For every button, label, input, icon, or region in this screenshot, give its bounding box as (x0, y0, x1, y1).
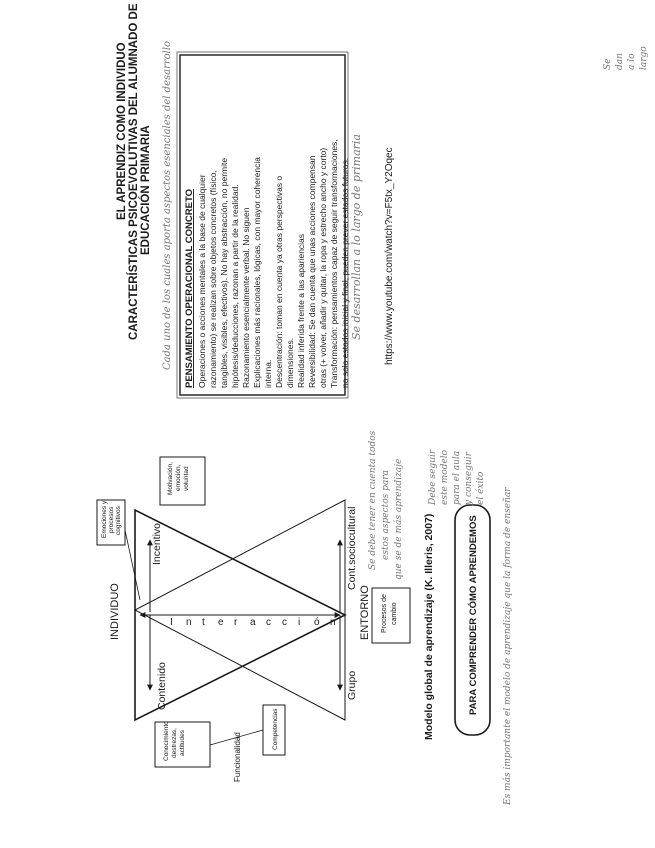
contenido-label: Contenido (156, 662, 168, 710)
banner-title: PARA COMPRENDER CÓMO APRENDEMOS (468, 515, 479, 715)
box-line: Razonamiento esencialmente verbal. No siguen (241, 207, 251, 388)
interaccion-letter: n (330, 617, 336, 628)
box-line: Explicaciones más racionales, lógicas, con mayor coherencia (252, 156, 262, 388)
interaccion-letter: ó (314, 617, 320, 628)
motivation-line-2: emoción, (175, 464, 182, 491)
learning-model-diagram (97, 457, 410, 782)
interaccion-letter: e (218, 617, 224, 628)
box-line: dimensiones. (285, 337, 295, 388)
interaccion-letter: c (282, 617, 287, 628)
box-text-lines (197, 139, 350, 388)
interaccion-letter: r (234, 617, 238, 628)
competencias-label: Competencias (272, 708, 279, 750)
box-line: razonamiento) se realizan sobre objetos concretos (físico, (208, 170, 218, 388)
diagram-note-1: Se debe tener en cuenta todos (368, 430, 378, 570)
entorno-label: ENTORNO (359, 585, 371, 640)
caption-note-1: Debe seguir (428, 449, 438, 505)
handwritten-side-notes (603, 46, 649, 70)
knowledge-line-1: Conocimiento (163, 721, 170, 761)
processes-line-2: cambio (391, 602, 398, 625)
diagram-note-2: estos aspectos para (381, 470, 391, 560)
box-line: Reversibilidad: Se dan cuenta que unas acciones compensan (307, 155, 317, 388)
box-line: Descentración: toman en cuenta ya otras perspectivas o (274, 175, 284, 388)
diagram-caption: Modelo global de aprendizaje (K. Illeris, 2007) (423, 513, 435, 740)
interaccion-letter: n (186, 617, 192, 628)
handwritten-banner-note (502, 487, 513, 806)
caption-note-4: y conseguir (464, 452, 474, 505)
caption-note-2: este modelo (440, 449, 450, 505)
handwritten-caption-note (428, 449, 486, 506)
motivation-line-3: voluntad (183, 466, 190, 491)
emotion-line-3: cognitivos (115, 506, 122, 535)
box-line: no solo estados inicial y final, pueden prever estados futuros. (340, 157, 350, 388)
box-line: otras (+ volver, añadir y quitar, la ropa y estrecho ancho y corto) (318, 147, 328, 388)
caption-note-3: para el aula (452, 450, 462, 505)
box-line: interna. (263, 359, 273, 388)
interaccion-letter: a (250, 617, 256, 628)
section-title-1: EL APRENDIZ COMO INDIVIDUO (116, 42, 128, 220)
box-line: Realidad inferida frente a las apariencias (296, 233, 306, 388)
interaccion-letter: i (298, 617, 301, 628)
banner-note: Es más importante el modelo de aprendizaje que la forma de enseñar (503, 487, 513, 805)
box-line: tangibles, visibles, efectivos). No hay abstracción, no permite (219, 157, 229, 388)
box-heading: PENSAMIENTO OPERACIONAL CONCRETO (184, 189, 195, 388)
box-line: Operaciones o acciones mentales a la base de cualquier (197, 174, 207, 388)
sociocultural-label: Cont.sociocultural (346, 506, 358, 590)
side-note-4: largo (639, 46, 649, 70)
caption-note-5: el éxito (476, 471, 486, 505)
knowledge-line-2: destrezas, (171, 728, 178, 758)
emotion-line-1: Emociones y (101, 500, 108, 538)
handwritten-diagram-note (368, 430, 404, 580)
diagram-note-3: que se de más aprendizaje (394, 458, 404, 580)
section-title-3: EDUCACIÓN PRIMARIA (140, 125, 152, 255)
knowledge-line-3: actitudes (179, 729, 186, 756)
video-link[interactable]: https://www.youtube.com/watch?v=F5tx_Y2Oqec (384, 147, 395, 365)
incentivo-label: Incentivo (151, 522, 163, 565)
handwritten-box-note: Se desarrollan a lo largo de primaria (350, 134, 363, 340)
section-title-2: CARACTERÍSTICAS PSICOEVOLUTIVAS DEL ALUMNADO DE (128, 3, 140, 340)
side-note-2: dan (615, 53, 625, 70)
motivation-line-1: Motivación, (167, 462, 174, 495)
interaccion-letter: I (170, 617, 173, 628)
emotion-line-2: procesos (108, 506, 115, 533)
box-line: hipótesis/deducciones, razonan a partir de la realidad. (230, 184, 240, 388)
box-line: Transformación: pensamientos capaz de seguir transformaciones, (329, 139, 339, 388)
grupo-label: Grupo (346, 670, 358, 700)
handwritten-title-note: Cada uno de los cuales aporta aspectos esenciales del desarrollo (162, 40, 173, 370)
processes-line-1: Procesos de (381, 594, 388, 633)
side-note-3: a lo (627, 53, 637, 70)
interaccion-letter: c (266, 617, 271, 628)
individuo-label: INDIVIDUO (109, 583, 121, 640)
interaccion-vertical-text (170, 617, 336, 628)
right-panel (116, 3, 395, 398)
side-note-1: Se (603, 58, 613, 70)
emotion-connector (125, 530, 140, 600)
interaccion-letter: t (202, 617, 205, 628)
funcionalidad-label: Funcionalidad (233, 732, 242, 782)
